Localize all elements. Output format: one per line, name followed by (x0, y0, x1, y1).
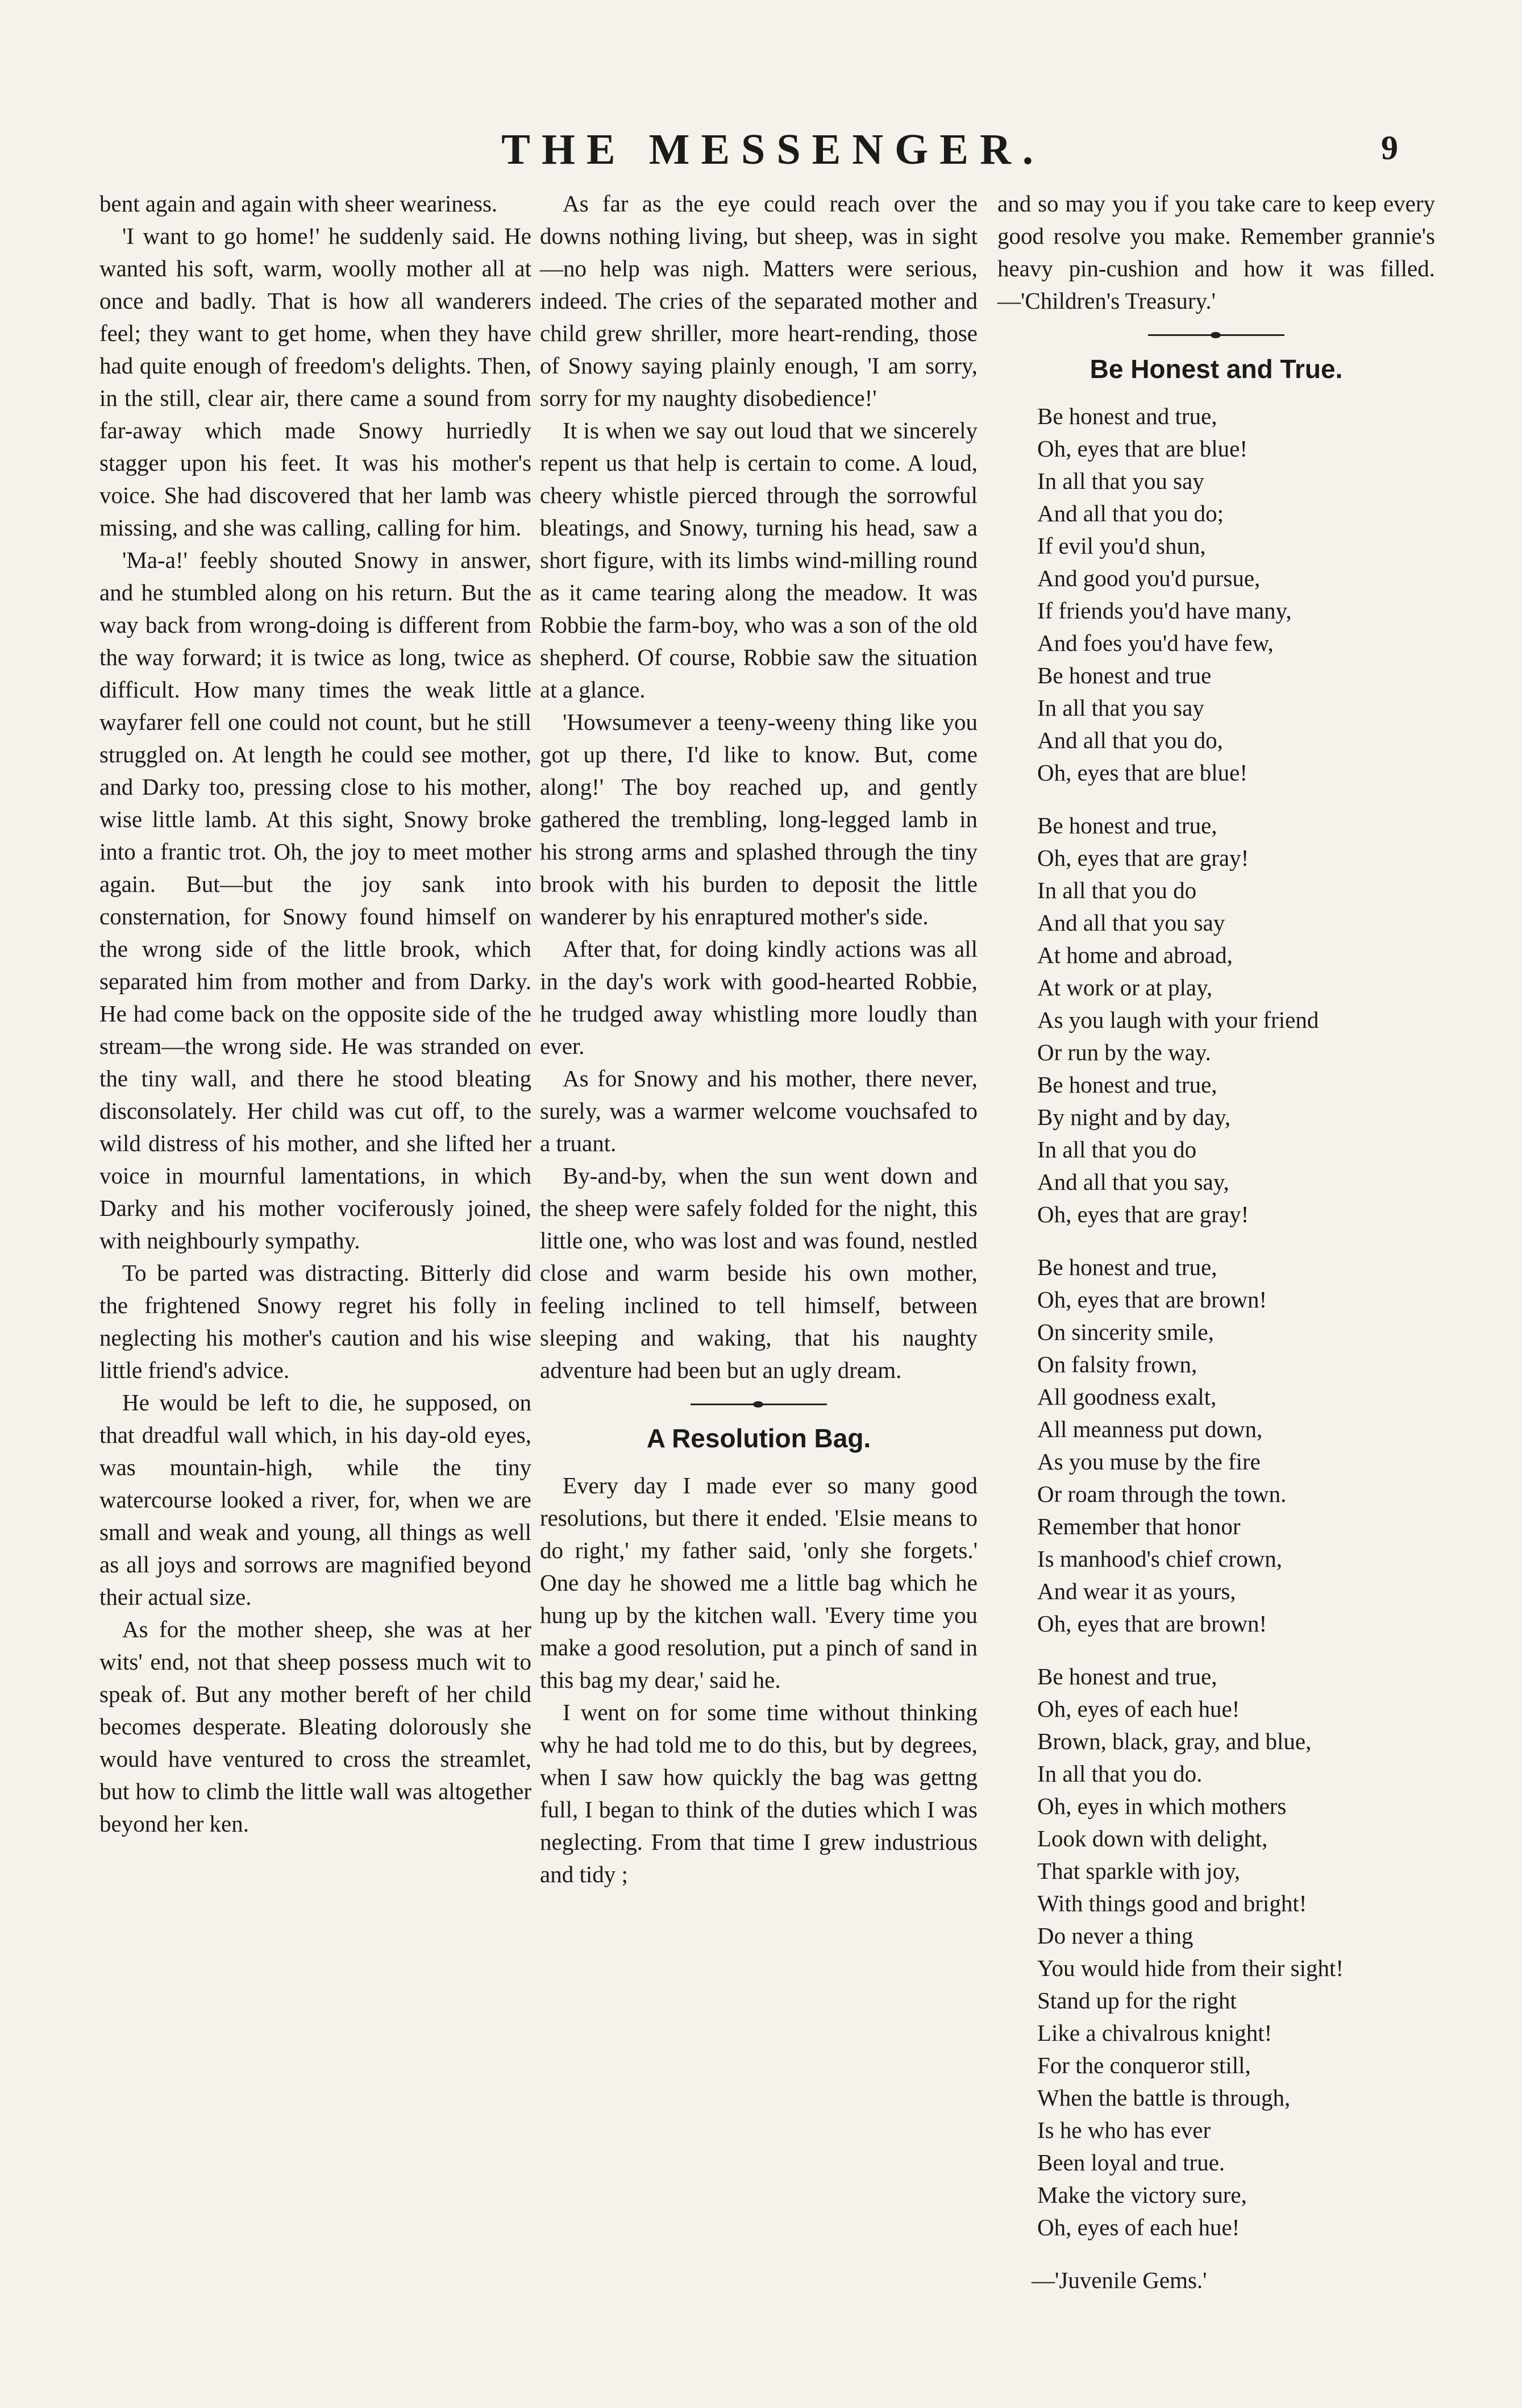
poem-line: At home and abroad, (1037, 942, 1233, 968)
column-2 (540, 188, 978, 1891)
poem-line: Been loyal and true. (1037, 2149, 1225, 2175)
poem-line: Be honest and true (1037, 662, 1212, 688)
poem-line: For the conqueror still, (1037, 2052, 1251, 2078)
poem-line: And foes you'd have few, (1037, 630, 1274, 656)
poem-line: All meanness put down, (1037, 1416, 1263, 1442)
poem-line: And wear it as yours, (1037, 1578, 1236, 1604)
poem-stanza (997, 1251, 1435, 1640)
poem-line: With things good and bright! (1037, 1890, 1307, 1916)
section-divider (691, 1404, 827, 1405)
page-number: 9 (1381, 129, 1398, 167)
poem-line: Be honest and true, (1037, 1072, 1217, 1098)
resolution-paragraph: I went on for some time without thinking why he had told me to do this, but by degrees, when I saw how quickly the bag was gettng full, I began to think of the duties which I was neglecting. From that time I grew industrious and tidy ; (540, 1699, 978, 1887)
poem-line: Oh, eyes that are brown! (1037, 1610, 1267, 1637)
poem-line: Or run by the way. (1037, 1039, 1211, 1065)
poem-line: On falsity frown, (1037, 1351, 1197, 1377)
poem-line: Oh, eyes that are brown! (1037, 1286, 1267, 1313)
story-paragraph: As for the mother sheep, she was at her wits' end, not that sheep possess much wit to speak of. But any mother bereft of her child becomes desperate. Bleating dolorously she would have ventured to cross the streamlet, but how to climb the little wall was altogether beyond her ken. (99, 1616, 531, 1837)
poem-line: Oh, eyes of each hue! (1037, 1696, 1240, 1722)
story-paragraph: 'Ma-a!' feebly shouted Snowy in answer, and he stumbled along on his return. But the way back from wrong-doing is different from the way forward; it is twice as long, twice as difficult. How many times the weak little wayfarer fell one could not count, but he still struggled on. At length he could see mother, and Darky too, pressing close to his mother, wise little lamb. At this sight, Snowy broke into a frantic trot. Oh, the joy to meet mother again. But—but the joy sank into consternation, for Snowy found himself on the wrong side of the little brook, which separated him from mother and from Darky. He had come back on the opposite side of the stream—the wrong side. He was stranded on the tiny wall, and there he stood bleating disconsolately. Her child was cut off, to the wild distress of his mother, and she lifted her voice in mournful lamentations, in which Darky and his mother vociferously joined, with neighbourly sympathy. (99, 547, 531, 1253)
poem-line: Oh, eyes that are gray! (1037, 1201, 1249, 1227)
poem-line: All goodness exalt, (1037, 1384, 1217, 1410)
resolution-heading: A Resolution Bag. (646, 1423, 871, 1453)
column-3 (997, 188, 1435, 2297)
poem-line: Be honest and true, (1037, 1663, 1217, 1689)
poem-line: Look down with delight, (1037, 1825, 1268, 1851)
poem-line: As you muse by the fire (1037, 1448, 1261, 1475)
poem-line: Oh, eyes that are blue! (1037, 759, 1247, 786)
story-paragraph: 'Howsumever a teeny-weeny thing like you got up there, I'd like to know. But, come along!' The boy reached up, and gently gathered the trembling, long-legged lamb in his strong arms and splashed through the tiny brook with his burden to deposit the little wanderer by his enraptured mother's side. (540, 709, 978, 929)
poem-line: Is he who has ever (1037, 2117, 1211, 2143)
poem-line: Make the victory sure, (1037, 2182, 1247, 2208)
poem-line: And good you'd pursue, (1037, 565, 1261, 591)
poem-stanza (997, 400, 1435, 789)
resolution-continuation: and so may you if you take care to keep every good resolve you make. Remember grannie's heavy pin-cushion and how it was filled.—'Children's Treasury.' (997, 190, 1435, 314)
poem-line: Oh, eyes of each hue! (1037, 2214, 1240, 2240)
story-paragraph: 'I want to go home!' he suddenly said. He wanted his soft, warm, woolly mother all at once and badly. That is how all wanderers feel; they want to get home, when they have had quite enough of freedom's delights. Then, in the still, clear air, there came a sound from far-away which made Snowy hurriedly stagger upon his feet. It was his mother's voice. She had discovered that her lamb was missing, and she was calling, calling for him. (99, 223, 531, 541)
poem-line: Like a chivalrous knight! (1037, 2020, 1273, 2046)
masthead-title: THE MESSENGER. (501, 126, 1045, 173)
poem-line: You would hide from their sight! (1037, 1955, 1344, 1981)
poem-line: In all that you do (1037, 877, 1197, 903)
poem-line: Do never a thing (1037, 1923, 1194, 1949)
poem-line: Stand up for the right (1037, 1987, 1237, 2013)
poem-line: And all that you say (1037, 910, 1225, 936)
story-paragraph: As far as the eye could reach over the downs nothing living, but sheep, was in sight—no help was nigh. Matters were serious, indeed. The cries of the separated mother and child grew shriller, more heart-rending, those of Snowy saying plainly enough, 'I am sorry, sorry for my naughty disobedience!' (540, 190, 978, 411)
poem-line: Be honest and true, (1037, 812, 1217, 838)
poem-line: If evil you'd shun, (1037, 533, 1206, 559)
poem-line: As you laugh with your friend (1037, 1007, 1319, 1033)
poem-line: If friends you'd have many, (1037, 597, 1292, 624)
story-paragraph: bent again and again with sheer weariness. (99, 190, 498, 217)
poem-line: Oh, eyes that are blue! (1037, 435, 1247, 462)
poem-line: Or roam through the town. (1037, 1481, 1287, 1507)
poem-line: And all that you do, (1037, 727, 1223, 753)
poem-line: In all that you do (1037, 1136, 1197, 1163)
poem-stanza (997, 809, 1435, 1231)
poem-line: And all that you say, (1037, 1169, 1229, 1195)
poem-line: In all that you say (1037, 468, 1204, 494)
poem-line: Is manhood's chief crown, (1037, 1546, 1282, 1572)
poem-line: By night and by day, (1037, 1104, 1231, 1130)
story-paragraph: After that, for doing kindly actions was all in the day's work with good-hearted Robbie, he trudged away whistling more loudly than ever. (540, 936, 978, 1059)
poem-line: When the battle is through, (1037, 2085, 1291, 2111)
section-divider (1148, 334, 1284, 336)
poem-line: And all that you do; (1037, 500, 1224, 526)
poem-body (997, 400, 1435, 2244)
column-1 (99, 188, 531, 1840)
poem-source: —'Juvenile Gems.' (1032, 2267, 1207, 2293)
poem-line: Oh, eyes that are gray! (1037, 845, 1249, 871)
poem-line: Remember that honor (1037, 1513, 1241, 1539)
resolution-paragraph: Every day I made ever so many good resolutions, but there it ended. 'Elsie means to do right,' my father said, 'only she forgets.' One day he showed me a little bag which he hung up by the kitchen wall. 'Every time you make a good resolution, put a pinch of sand in this bag my dear,' said he. (540, 1472, 978, 1693)
story-paragraph: He would be left to die, he supposed, on that dreadful wall which, in his day-old eyes, was mountain-high, while the tiny watercourse looked a river, for, when we are small and weak and young, all things as well as all joys and sorrows are magnified beyond their actual size. (99, 1389, 531, 1610)
poem-heading: Be Honest and True. (1089, 354, 1343, 384)
poem-line: Be honest and true, (1037, 403, 1217, 429)
story-paragraph: By-and-by, when the sun went down and the sheep were safely folded for the night, this little one, who was lost and was found, nestled close and warm beside his own mother, feeling inclined to tell himself, between sleeping and waking, that his naughty adventure had been but an ugly dream. (540, 1163, 978, 1383)
story-paragraph: As for Snowy and his mother, there never, surely, was a warmer welcome vouchsafed to a truant. (540, 1065, 978, 1156)
story-paragraph: To be parted was distracting. Bitterly did the frightened Snowy regret his folly in neglecting his mother's caution and his wise little friend's advice. (99, 1260, 531, 1383)
poem-stanza (997, 1660, 1435, 2244)
poem-line: In all that you do. (1037, 1761, 1203, 1787)
poem-line: In all that you say (1037, 695, 1204, 721)
story-paragraph: It is when we say out loud that we sincerely repent us that help is certain to come. A loud, cheery whistle pierced through the sorrowful bleatings, and Snowy, turning his head, saw a short figure, with its limbs wind-milling round as it came tearing along the meadow. It was Robbie the farm-boy, who was a son of the old shepherd. Of course, Robbie saw the situation at a glance. (540, 417, 978, 703)
poem-line: Oh, eyes in which mothers (1037, 1793, 1287, 1819)
poem-line: Brown, black, gray, and blue, (1037, 1728, 1312, 1754)
poem-line: At work or at play, (1037, 974, 1213, 1000)
poem-line: That sparkle with joy, (1037, 1858, 1241, 1884)
poem-line: On sincerity smile, (1037, 1319, 1214, 1345)
poem-line: Be honest and true, (1037, 1254, 1217, 1280)
page-header (0, 125, 1522, 188)
